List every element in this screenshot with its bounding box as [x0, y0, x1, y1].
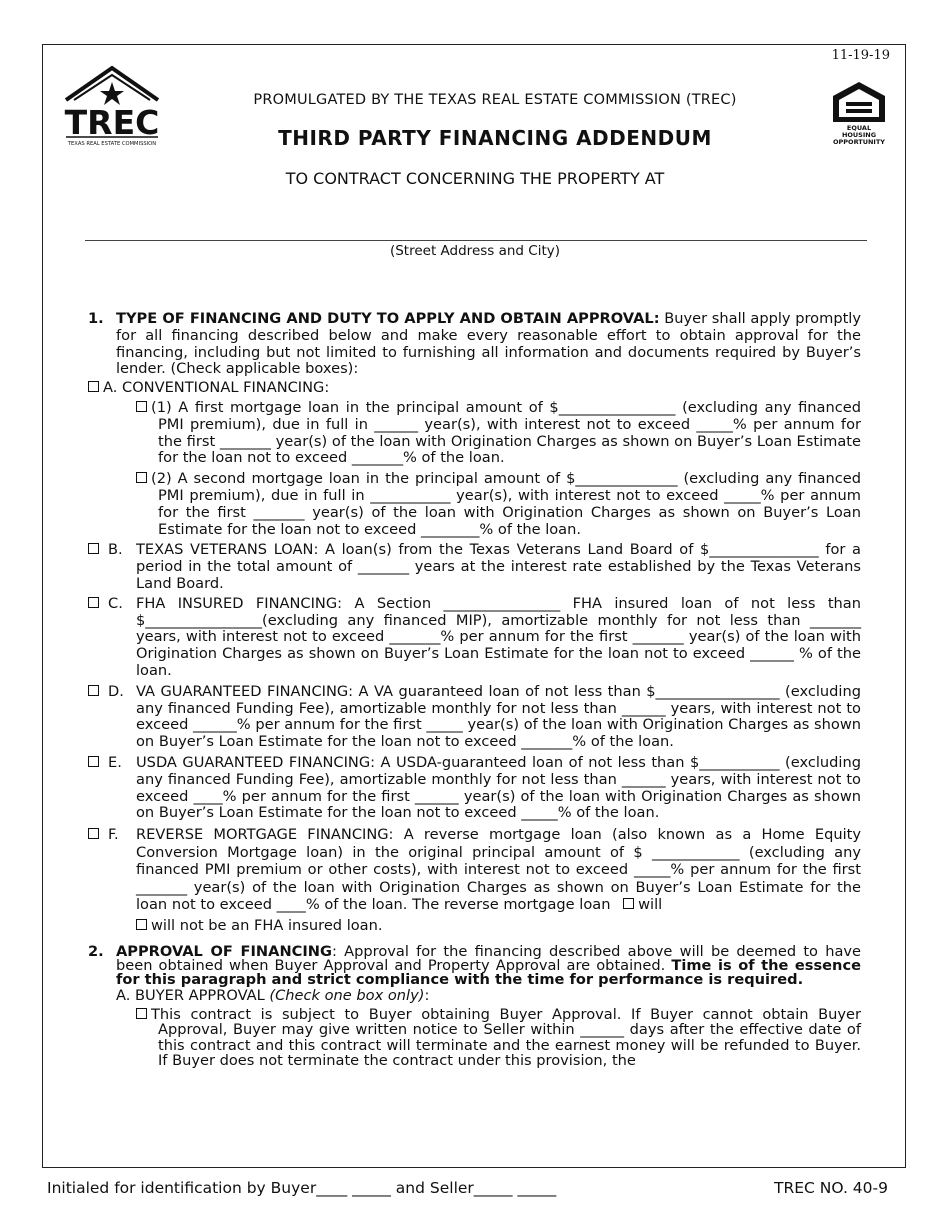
page-title: THIRD PARTY FINANCING ADDENDUM [278, 126, 712, 150]
checkbox-reverse-mortgage[interactable] [88, 828, 99, 839]
buyer-approval-colon: : [424, 986, 430, 1004]
option-b-label: B. [108, 541, 123, 559]
section-1 [88, 311, 861, 378]
option-a2-text: (2) A second mortgage loan in the principal amount of $______________ (excluding any financed PMI premium), due in full in ___________ year(s), with interest not to exceed _____% per annum for the first _______ year(s) of the loan with Origination Charges as shown on Buyer’s Loan Estimate for the loan not to exceed ________% of the loan. [151, 470, 861, 538]
checkbox-fha[interactable] [88, 597, 99, 608]
option-d-label: D. [108, 682, 124, 700]
addendum-body [88, 311, 861, 1069]
section-2-body: : Approval for the financing described above will be deemed to have been obtained when Buyer Approval and Property Approval are obtained. [116, 942, 861, 974]
svg-text:TEXAS REAL ESTATE COMMISSION: TEXAS REAL ESTATE COMMISSION [67, 141, 157, 147]
option-f-will-not [88, 918, 861, 935]
svg-text:EQUAL: EQUAL [846, 124, 872, 132]
address-caption: (Street Address and City) [389, 243, 561, 259]
buyer-approval-option [88, 1007, 861, 1069]
page-subtitle: TO CONTRACT CONCERNING THE PROPERTY AT [285, 169, 665, 188]
option-f-label: F. [108, 826, 119, 844]
section-2-heading: APPROVAL OF FINANCING [116, 942, 332, 960]
checkbox-will-be-fha[interactable] [623, 898, 634, 909]
checkbox-will-not-be-fha[interactable] [136, 919, 147, 930]
option-a-conventional [88, 380, 861, 397]
checkbox-buyer-approval[interactable] [136, 1008, 147, 1019]
option-f-reverse [88, 826, 861, 914]
checkbox-first-mortgage[interactable] [136, 401, 147, 412]
option-f-text: REVERSE MORTGAGE FINANCING: A reverse mortgage loan (also known as a Home Equity Conversion Mortgage loan) in the original principal amount of $ ____________ (excluding any financed PMI premium or other costs), with interest not to exceed _____% per annum for the first _______ year(s) of the loan with Origination Charges as shown on Buyer’s Loan Estimate for the loan not to exceed ____% of the loan. The reverse mortgage loan [136, 826, 861, 914]
option-b-text: TEXAS VETERANS LOAN: A loan(s) from the Texas Veterans Land Board of $_______________ for a period in the total amount of _______ years at the interest rate established by the Texas Veterans Land Board. [136, 541, 861, 592]
option-d-text: VA GUARANTEED FINANCING: A VA guaranteed loan of not less than $_________________ (excluding any financed Funding Fee), amortizable monthly for not less than ______ years, with interest not to exceed ______% per annum for the first _____ year(s) of the loan with Origination Charges as shown on Buyer’s Loan Estimate for the loan not to exceed _______% of the loan. [136, 682, 861, 751]
option-b-veterans [88, 542, 861, 592]
section-1-number: 1. [88, 310, 104, 327]
section-2 [88, 942, 861, 988]
promulgated-line: PROMULGATED BY THE TEXAS REAL ESTATE COMMISSION (TREC) [253, 92, 737, 108]
checkbox-usda[interactable] [88, 756, 99, 767]
option-f-will: will [638, 896, 663, 914]
street-address-field[interactable] [85, 240, 867, 241]
buyer-approval-instruction: (Check one box only) [269, 986, 425, 1004]
option-a-label: A. CONVENTIONAL FINANCING: [103, 379, 330, 397]
svg-text:OPPORTUNITY: OPPORTUNITY [832, 138, 886, 146]
checkbox-veterans[interactable] [88, 543, 99, 554]
option-e-usda [88, 755, 861, 822]
section-2-number: 2. [88, 942, 104, 960]
checkbox-conventional[interactable] [88, 381, 99, 392]
option-c-fha [88, 596, 861, 680]
buyer-approval-heading [88, 988, 861, 1005]
form-number: TREC NO. 40-9 [774, 1179, 888, 1197]
svg-text:TREC: TREC [64, 103, 160, 142]
section-1-heading: TYPE OF FINANCING AND DUTY TO APPLY AND OBTAIN APPROVAL: [116, 310, 660, 327]
option-c-text: FHA INSURED FINANCING: A Section ________________ FHA insured loan of not less than $________________(excluding any financed MIP), amortizable monthly for not less than _______ years, with interest not to exceed _______% per annum for the first _______ year(s) of the loan with Origination Charges as shown on Buyer’s Loan Estimate for the loan not to exceed ______ % of the loan. [136, 594, 861, 679]
option-a1-text: (1) A first mortgage loan in the principal amount of $________________ (excluding any financed PMI premium), due in full in ______ year(s), with interest not to exceed _____% per annum for the first _______ year(s) of the loan with Origination Charges as shown on Buyer’s Loan Estimate for the loan not to exceed _______% of the loan. [151, 398, 861, 467]
svg-text:HOUSING: HOUSING [841, 131, 877, 139]
initials-line: Initialed for identification by Buyer____ _____ and Seller_____ _____ [47, 1179, 557, 1197]
option-f-will-not-text: will not be an FHA insured loan. [151, 917, 383, 935]
option-a1 [88, 400, 861, 467]
option-e-text: USDA GUARANTEED FINANCING: A USDA-guaranteed loan of not less than $___________ (excluding any financed Funding Fee), amortizable monthly for not less than ______ years, with interest not to exceed ____% per annum for the first ______ year(s) of the loan with Origination Charges as shown on Buyer’s Loan Estimate for the loan not to exceed _____% of the loan. [136, 753, 861, 822]
form-date: 11-19-19 [831, 48, 890, 63]
section-2-time-essence: Time is of the essence for this paragraph and strict compliance with the time for performance is required. [116, 956, 861, 988]
option-d-va [88, 684, 861, 751]
section-1-body: Buyer shall apply promptly for all financing described below and make every reasonable effort to obtain approval for the financing, including but not limited to furnishing all information and documents required by Buyer’s lender. (Check applicable boxes): [116, 310, 861, 378]
checkbox-va[interactable] [88, 685, 99, 696]
buyer-approval-label: A. BUYER APPROVAL [116, 986, 270, 1004]
option-e-label: E. [108, 753, 122, 771]
option-c-label: C. [108, 594, 123, 612]
buyer-approval-text: This contract is subject to Buyer obtaining Buyer Approval. If Buyer cannot obtain Buyer Approval, Buyer may give written notice to Seller within ______ days after the effective date of this contract and this contract will terminate and the earnest money will be refunded to Buyer. If Buyer does not terminate the contract under this provision, the [151, 1005, 861, 1070]
option-a2 [88, 471, 861, 538]
checkbox-second-mortgage[interactable] [136, 472, 147, 483]
